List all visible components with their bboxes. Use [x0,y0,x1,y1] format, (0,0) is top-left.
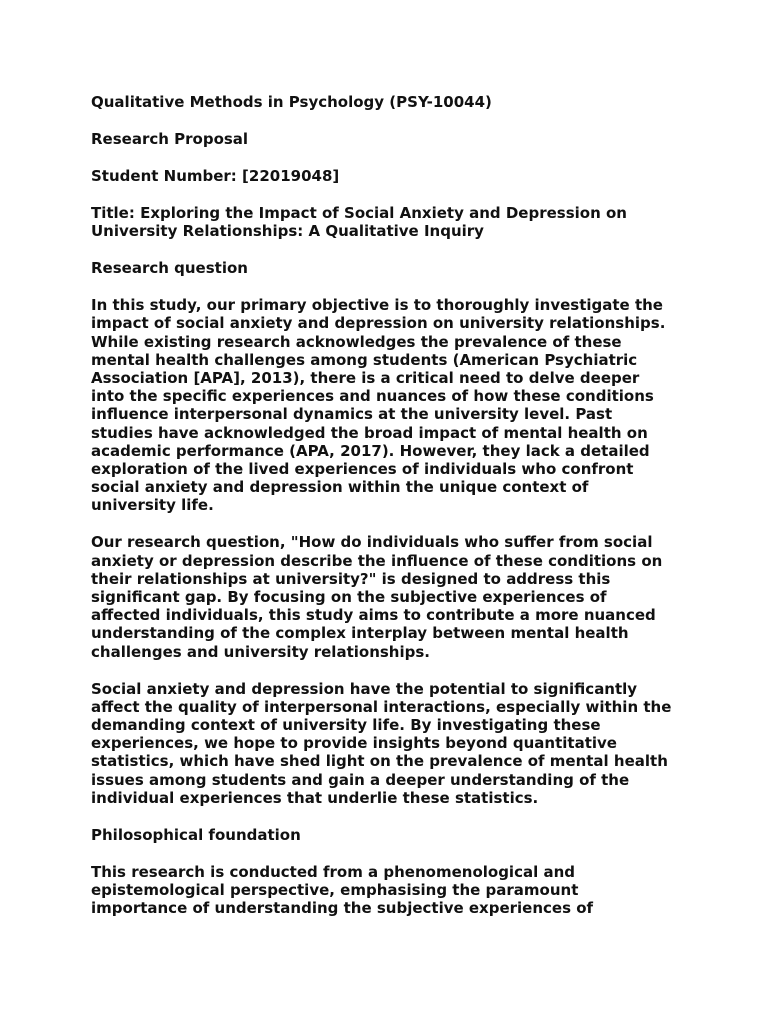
paragraph-line: Association [APA], 2013), there is a critical need to delve deeper [91,369,640,388]
paragraph-line: their relationships at university?" is designed to address this [91,569,611,588]
proposal-title [91,204,691,240]
paragraph-line: challenges and university relationships. [91,642,430,661]
paragraph-line: statistics, which have shed light on the prevalence of mental health [91,752,668,771]
document-type [91,130,691,148]
paragraph-line: demanding context of university life. By investigating these [91,716,601,735]
student-number-text: Student Number: [22019048] [91,167,340,185]
paragraph-line: affect the quality of interpersonal interactions, especially within the [91,697,672,716]
paragraph-line: individual experiences that underlie these statistics. [91,788,539,807]
section-heading-research-question [91,259,691,277]
paragraph-line: impact of social anxiety and depression on university relationships. [91,314,666,333]
paragraph-line: affected individuals, this study aims to contribute a more nuanced [91,606,656,625]
paragraph-line: epistemological perspective, emphasising the paramount [91,881,579,900]
paragraph-line: university life. [91,496,214,515]
document-type-text: Research Proposal [91,130,249,148]
paragraph-line: Social anxiety and depression have the potential to significantly [91,679,638,698]
paragraph-philosophical-perspective [91,863,691,918]
paragraph-line: influence interpersonal dynamics at the university level. Past [91,405,613,424]
paragraph-potential-impact [91,680,691,807]
paragraph-line: studies have acknowledged the broad impact of mental health on [91,423,648,442]
paragraph-line: exploration of the lived experiences of individuals who confront [91,460,634,479]
paragraph-objective [91,296,691,514]
paragraph-line: academic performance (APA, 2017). However, they lack a detailed [91,441,650,460]
paragraph-line: significant gap. By focusing on the subjective experiences of [91,588,607,607]
course-title-text: Qualitative Methods in Psychology (PSY-10044) [91,93,492,111]
section-heading-text: Research question [91,259,248,278]
student-number [91,167,691,185]
paragraph-line: In this study, our primary objective is to thoroughly investigate the [91,296,663,315]
course-title [91,93,691,111]
paragraph-line: into the specific experiences and nuances of how these conditions [91,387,654,406]
paragraph-line: understanding of the complex interplay between mental health [91,624,629,643]
paragraph-line: issues among students and gain a deeper understanding of the [91,770,630,789]
proposal-title-line: University Relationships: A Qualitative Inquiry [91,222,484,241]
paragraph-line: While existing research acknowledges the prevalence of these [91,332,622,351]
paragraph-line: This research is conducted from a phenomenological and [91,862,575,881]
paragraph-line: anxiety or depression describe the influence of these conditions on [91,551,663,570]
paragraph-line: social anxiety and depression within the unique context of [91,478,589,497]
paragraph-line: experiences, we hope to provide insights beyond quantitative [91,734,617,753]
paragraph-line: importance of understanding the subjective experiences of [91,899,594,918]
section-heading-text: Philosophical foundation [91,825,301,844]
section-heading-philosophical-foundation [91,826,691,844]
proposal-title-line: Title: Exploring the Impact of Social Anxiety and Depression on [91,204,627,222]
document-page [91,93,691,936]
paragraph-line: Our research question, "How do individuals who suffer from social [91,533,653,552]
paragraph-research-question [91,533,691,660]
paragraph-line: mental health challenges among students (American Psychiatric [91,350,638,369]
